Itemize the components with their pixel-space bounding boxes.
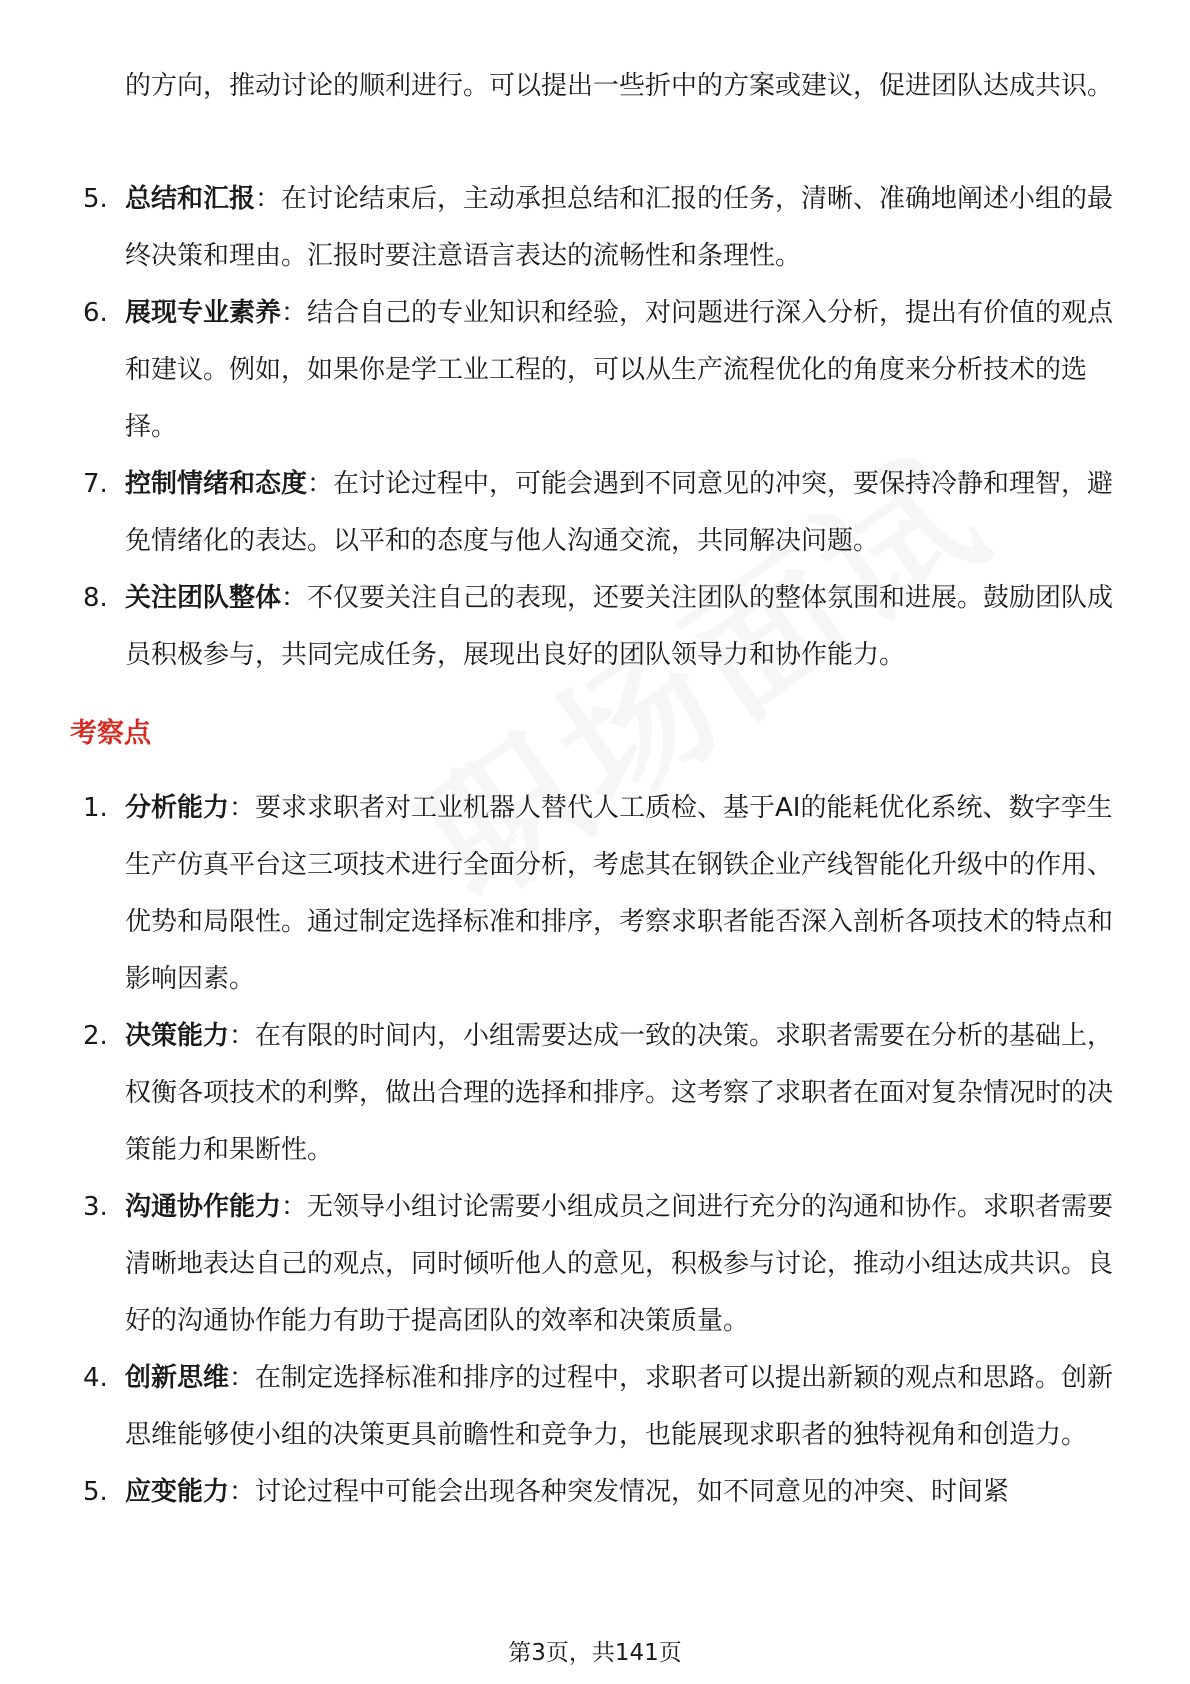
item-number: 3. (83, 1192, 108, 1222)
list-item (83, 171, 1115, 285)
item-term: 总结和汇报 (125, 184, 256, 214)
item-term: 控制情绪和态度 (125, 469, 308, 499)
item-text: ：在有限的时间内，小组需要达成一致的决策。求职者需要在分析的基础上，权衡各项技术的利弊，做出合理的选择和排序。这考察了求职者在面对复杂情况时的决策能力和果断性。 (125, 1021, 1114, 1165)
tips-list (83, 171, 1115, 684)
list-item (83, 1179, 1115, 1350)
item-term: 分析能力 (125, 793, 230, 823)
item-number: 2. (83, 1021, 108, 1051)
list-item (83, 1008, 1115, 1179)
item-text: ：讨论过程中可能会出现各种突发情况，如不同意见的冲突、时间紧 (229, 1477, 1010, 1507)
item-text: ：无领导小组讨论需要小组成员之间进行充分的沟通和协作。求职者需要清晰地表达自己的观点，同时倾听他人的意见，积极参与讨论，推动小组达成共识。良好的沟通协作能力有助于提高团队的效率和决策质量。 (125, 1192, 1114, 1336)
item-text: ：在制定选择标准和排序的过程中，求职者可以提出新颖的观点和思路。创新思维能够使小组的决策更具前瞻性和竞争力，也能展现求职者的独特视角和创造力。 (125, 1363, 1114, 1450)
assessment-points-list (83, 780, 1115, 1521)
item-number: 4. (83, 1363, 108, 1393)
item-number: 5. (83, 184, 108, 214)
item-number: 6. (83, 298, 108, 328)
page-number-footer: 第3页，共141页 (508, 1640, 682, 1666)
item-text: ：要求求职者对工业机器人替代人工质检、基于AI的能耗优化系统、数字孪生生产仿真平台这三项技术进行全面分析，考虑其在钢铁企业产线智能化升级中的作用、优势和局限性。通过制定选择标准和排序，考察求职者能否深入剖析各项技术的特点和影响因素。 (125, 793, 1114, 994)
item-number: 7. (83, 469, 108, 499)
item-number: 5. (83, 1477, 108, 1507)
list-item (83, 1464, 1115, 1521)
section-title: 考察点 (70, 718, 151, 749)
list-item (83, 780, 1115, 1008)
item-term: 应变能力 (125, 1477, 230, 1507)
item-term: 创新思维 (125, 1363, 230, 1393)
item-term: 展现专业素养 (125, 298, 282, 328)
list-item (83, 456, 1115, 570)
item-text: ：在讨论过程中，可能会遇到不同意见的冲突，要保持冷静和理智，避免情绪化的表达。以平和的态度与他人沟通交流，共同解决问题。 (125, 469, 1114, 556)
list-item (83, 570, 1115, 684)
item-text: ：不仅要关注自己的表现，还要关注团队的整体氛围和进展。鼓励团队成员积极参与，共同完成任务，展现出良好的团队领导力和协作能力。 (125, 583, 1114, 670)
item-term: 决策能力 (125, 1021, 230, 1051)
list-item (83, 1350, 1115, 1464)
item-text: ：在讨论结束后，主动承担总结和汇报的任务，清晰、准确地阐述小组的最终决策和理由。汇报时要注意语言表达的流畅性和条理性。 (125, 184, 1114, 271)
list-item (83, 285, 1115, 456)
item-term: 关注团队整体 (125, 583, 282, 613)
continuation-paragraph: 的方向，推动讨论的顺利进行。可以提出一些折中的方案或建议，促进团队达成共识。 (125, 71, 1114, 101)
item-number: 1. (83, 793, 108, 823)
item-number: 8. (83, 583, 108, 613)
item-text: ：结合自己的专业知识和经验，对问题进行深入分析，提出有价值的观点和建议。例如，如果你是学工业工程的，可以从生产流程优化的角度来分析技术的选择。 (125, 298, 1114, 442)
item-term: 沟通协作能力 (125, 1192, 282, 1222)
